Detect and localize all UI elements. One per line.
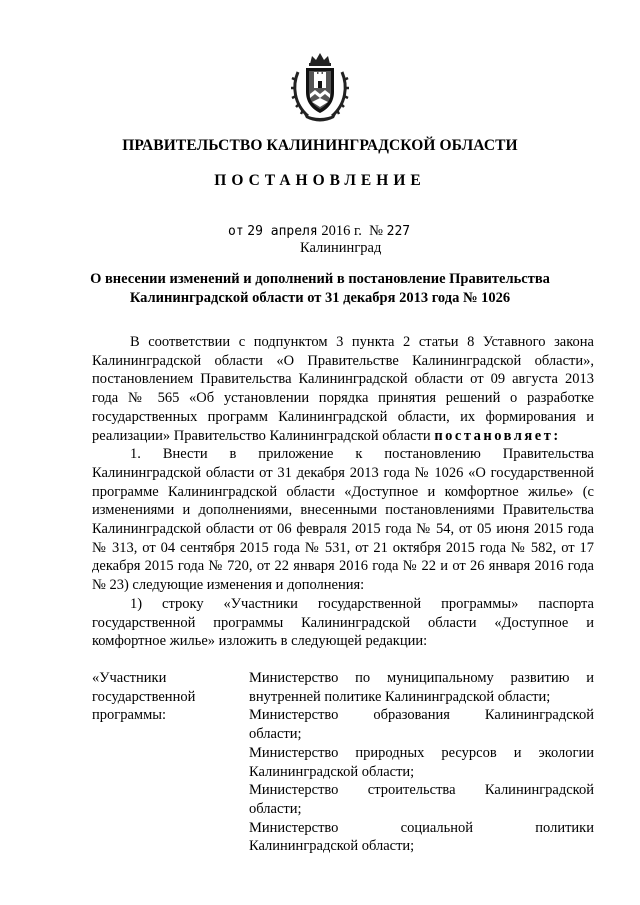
participant-line: области; [249, 726, 302, 743]
city-name: Калининград [300, 240, 382, 256]
participant-line: Министерство по муниципальному развитию и [249, 670, 594, 686]
document-title [90, 270, 550, 308]
participant-line: области; [249, 800, 302, 817]
participant-line: Министерство строительства Калининградской [249, 782, 594, 799]
coat-of-arms-emblem [290, 50, 350, 122]
title-line-1: О внесении изменений и дополнений в постановление Правительства [90, 271, 550, 287]
date-prefix: от [228, 224, 244, 239]
participant-line: Министерство природных ресурсов и экологии [249, 744, 594, 761]
participant-line: Калининградской области; [249, 838, 415, 855]
label-line: «Участники [92, 670, 167, 686]
document-body [92, 333, 594, 651]
organization-header: ПРАВИТЕЛЬСТВО КАЛИНИНГРАДСКОЙ ОБЛАСТИ [122, 137, 518, 154]
paragraph-item-1: 1. Внести в приложение к постановлению Правительства Калининградской области от 31 декабря 2013 года № 1026 «О государственной программе Калининградской области «Доступное и комфортное жилье» (с изменениями и дополнениями, внесенными постановлениями Правительства Калининградской области от 06 февраля 2015 года № 54, от 05 июня 2015 года № 313, от 04 сентября 2015 года № 531, от 21 октября 2015 года № 582, от 17 декабря 2015 года № 720, от 22 января 2016 года № 22 и от 26 января 2016 года № 23) следующие изменения и дополнения: [92, 446, 594, 594]
participant-line: внутренней политике Калининградской области; [249, 688, 551, 705]
document-number: 227 [386, 224, 411, 239]
document-type-heading: ПОСТАНОВЛЕНИЕ [214, 172, 426, 189]
participants-label [92, 669, 232, 725]
paragraph-subitem-1: 1) строку «Участники государственной программы» паспорта государственной программы Калининградской области «Доступное и комфортное жилье» изложить в следующей редакции: [92, 595, 594, 650]
participant-line: Калининградской области; [249, 763, 415, 780]
date-handwritten: 29 апреля [247, 224, 318, 239]
year: 2016 г. [321, 223, 362, 239]
paragraph-preamble [92, 333, 594, 445]
participant-line: Министерство образования Калининградской [249, 707, 594, 724]
resolves-keyword: постановляет: [434, 427, 561, 444]
number-sign: № [369, 223, 384, 239]
preamble-text: В соответствии с подпунктом 3 пункта 2 статьи 8 Уставного закона Калининградской области «О Правительстве Калининградской области», постановлением Правительства Калининградской области от 09 августа 2013 года № 565 «Об установлении порядка принятия решений о разработке государственных программ Калининградской области, их формирования и реализации» Правительство Калининградской области [92, 334, 594, 444]
label-line: государственной [92, 688, 196, 705]
label-line: программы: [92, 707, 167, 724]
title-line-2: Калининградской области от 31 декабря 2013 года № 1026 [129, 290, 511, 306]
participant-line: Министерство социальной политики [249, 819, 594, 836]
date-number-line [228, 223, 410, 240]
participants-list [249, 669, 594, 856]
